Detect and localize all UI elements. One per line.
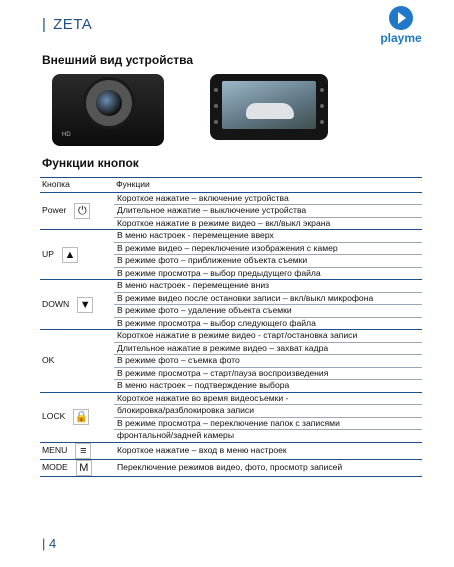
lock-icon: 🔒 xyxy=(74,411,89,423)
function-line: В режиме фото – съемка фото xyxy=(114,354,422,367)
key-name: LOCK xyxy=(42,411,66,422)
key-cell xyxy=(40,192,114,230)
function-line: В режиме просмотра – выбор предыдущего файла xyxy=(114,267,422,280)
table-row xyxy=(40,392,422,442)
key-cell xyxy=(40,392,114,442)
play-icon xyxy=(389,6,413,30)
function-line: В меню настроек – подтверждение выбора xyxy=(114,379,422,392)
function-line: Короткое нажатие – вход в меню настроек xyxy=(117,444,287,455)
page-number-value: 4 xyxy=(49,536,57,551)
table-header-row xyxy=(40,178,422,193)
key-cell xyxy=(40,280,114,330)
key-cell xyxy=(40,330,114,393)
button-functions-table xyxy=(40,177,422,477)
function-line: В режиме просмотра – старт/пауза воспроизведения xyxy=(114,367,422,380)
functions-cell xyxy=(114,392,422,442)
title-separator: | xyxy=(42,16,47,33)
function-line: В режиме фото – приближение объекта съемки xyxy=(114,254,422,267)
table-row xyxy=(40,330,422,393)
key-name: DOWN xyxy=(42,298,70,309)
key-name: Power xyxy=(42,205,67,215)
power-icon: ⏻ xyxy=(74,203,90,219)
functions-cell xyxy=(114,192,422,230)
key-cell xyxy=(40,442,114,459)
down-arrow-icon: ▼ xyxy=(77,297,93,313)
device-front-photo xyxy=(52,74,164,146)
up-arrow-icon: ▲ xyxy=(62,247,78,263)
key-cell xyxy=(40,230,114,280)
function-line: Переключение режимов видео, фото, просмотр записей xyxy=(117,461,343,472)
function-line: В режиме видео – переключение изображения с камер xyxy=(114,242,422,255)
function-line: Короткое нажатие в режиме видео – вкл/выкл экрана xyxy=(114,217,422,230)
function-line: Длительное нажатие в режиме видео – захват кадра xyxy=(114,342,422,355)
functions-cell xyxy=(114,230,422,280)
brand-name: playme xyxy=(380,31,422,45)
column-header-functions: Функции xyxy=(114,178,422,193)
key-name: MODE xyxy=(42,461,68,472)
function-line: фронтальной/задней камеры xyxy=(114,429,422,442)
model-title xyxy=(42,16,92,33)
function-line: В меню настроек - перемещение вниз xyxy=(117,280,270,290)
device-back-photo xyxy=(210,74,328,140)
functions-cell xyxy=(114,459,422,476)
brand-logo xyxy=(372,6,430,48)
car-icon xyxy=(246,103,294,119)
section-title-functions: Функции кнопок xyxy=(42,156,139,170)
function-line: В режиме видео после остановки записи – вкл/выкл микрофона xyxy=(114,292,422,305)
device-screen xyxy=(222,81,316,129)
function-line: Короткое нажатие во время видеосъемки - xyxy=(117,392,289,403)
table-row xyxy=(40,459,422,476)
function-line: Короткое нажатие в режиме видео - старт/остановка записи xyxy=(117,330,358,340)
functions-cell xyxy=(114,330,422,393)
key-name: MENU xyxy=(42,444,68,455)
page-number: | 4 xyxy=(42,536,57,551)
key-name: UP xyxy=(42,248,54,259)
key-cell xyxy=(40,459,114,476)
column-header-key: Кнопка xyxy=(40,178,114,193)
table-row xyxy=(40,192,422,230)
function-line: блокировка/разблокировка записи xyxy=(114,404,422,417)
hd-badge: HD xyxy=(62,132,71,138)
function-line: Длительное нажатие – выключение устройства xyxy=(114,204,422,217)
model-name: ZETA xyxy=(53,16,93,33)
function-line: В режиме фото – удаление объекта съемки xyxy=(114,304,422,317)
table-row xyxy=(40,230,422,280)
menu-icon: ≡ xyxy=(75,443,91,459)
functions-cell xyxy=(114,442,422,459)
table-row xyxy=(40,442,422,459)
function-line: В режиме просмотра – выбор следующего файла xyxy=(114,317,422,330)
table-row xyxy=(40,280,422,330)
function-line: В режиме просмотра – переключение папок с записями xyxy=(114,417,422,430)
section-title-appearance: Внешний вид устройства xyxy=(42,53,194,67)
functions-cell xyxy=(114,280,422,330)
mode-icon: M xyxy=(76,460,92,476)
function-line: В меню настроек - перемещение вверх xyxy=(117,230,274,240)
function-line: Короткое нажатие – включение устройства xyxy=(117,192,289,203)
lens-icon xyxy=(86,80,132,126)
key-name: OK xyxy=(42,355,55,365)
